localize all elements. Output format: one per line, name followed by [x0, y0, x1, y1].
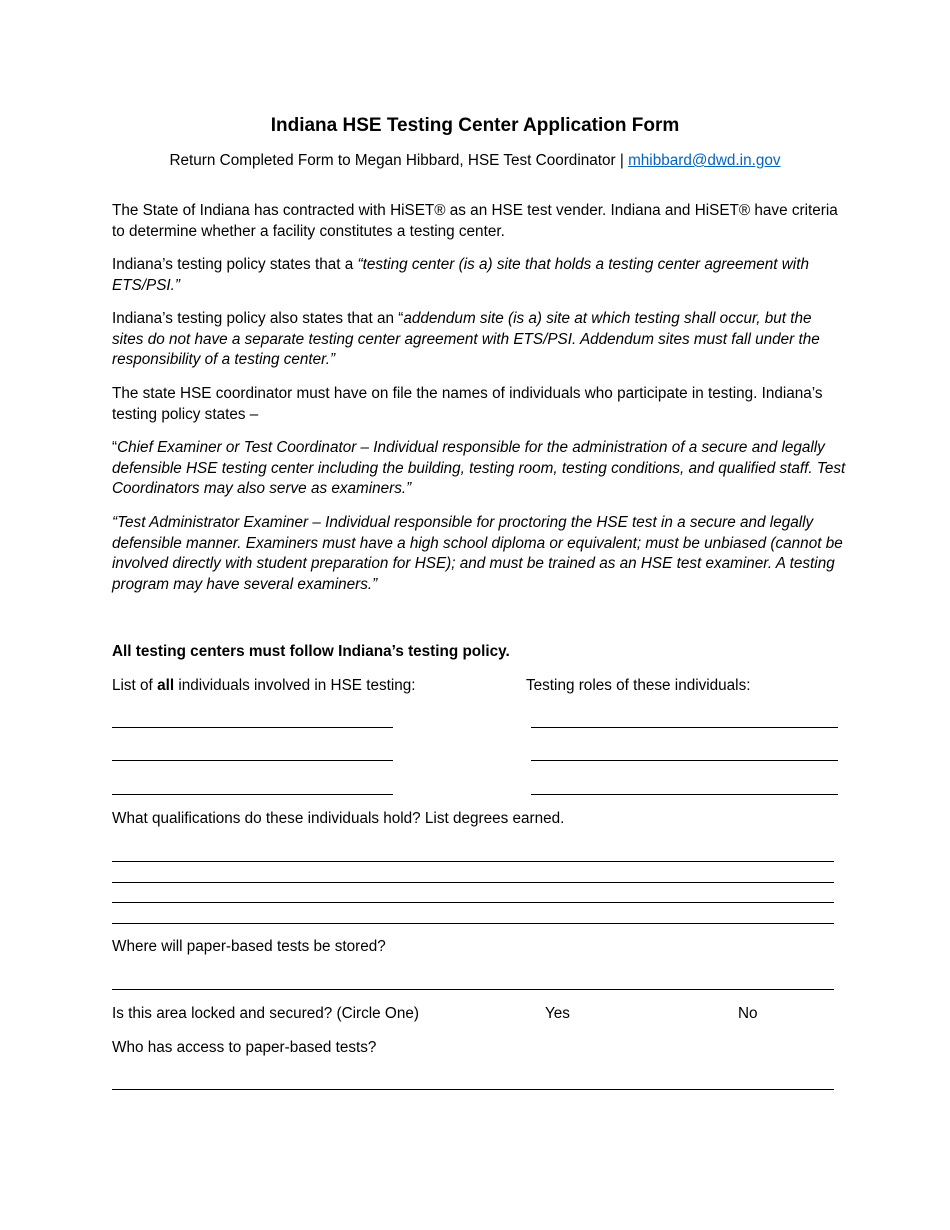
email-link[interactable]: mhibbard@dwd.in.gov [628, 152, 781, 169]
addendum-site-definition: addendum site (is a) site at which testing shall occur, but the sites do not have a separate testing center agreement with ETS/PSI. Addendum sites must fall under the responsibility of a testing center.” [112, 310, 820, 369]
qualifications-label: What qualifications do these individuals hold? List degrees earned. [112, 810, 565, 827]
chief-examiner-definition: Chief Examiner or Test Coordinator – Individual responsible for the administration of a secure and legally defensible HSE testing center including the building, testing room, testing conditions, and qualified staff. Test Coordinators may also serve as examiners.” [112, 439, 846, 498]
locked-question: Is this area locked and secured? (Circle One) [112, 1005, 419, 1022]
individuals-label-bold: all [157, 677, 175, 694]
storage-label: Where will paper-based tests be stored? [112, 938, 386, 955]
intro-paragraph-4: The state HSE coordinator must have on file the names of individuals who participate in testing. Indiana’s testing policy states – [112, 385, 823, 423]
intro-paragraph-2 [112, 255, 847, 296]
p2-lead: Indiana’s testing policy states that a [112, 256, 358, 273]
p5-lead: “ [112, 439, 118, 456]
individual-role-field-2[interactable] [531, 760, 838, 761]
storage-location-field[interactable] [112, 989, 834, 990]
individual-name-field-1[interactable] [112, 727, 393, 728]
qualifications-field-4[interactable] [112, 923, 834, 924]
individuals-label-pre: List of [112, 677, 158, 694]
yes-option[interactable]: Yes [545, 1005, 570, 1022]
intro-paragraph-3 [112, 309, 847, 371]
no-option[interactable]: No [738, 1005, 758, 1022]
policy-notice: All testing centers must follow Indiana’s testing policy. [112, 643, 510, 660]
intro-paragraph-1: The State of Indiana has contracted with HiSET® as an HSE test vender. Indiana and HiSET® have criteria to determine whether a facility constitutes a testing center. [112, 202, 838, 240]
access-field[interactable] [112, 1089, 834, 1090]
qualifications-field-2[interactable] [112, 882, 834, 883]
access-label: Who has access to paper-based tests? [112, 1039, 377, 1056]
roles-label: Testing roles of these individuals: [526, 677, 751, 694]
individuals-label-post: individuals involved in HSE testing: [174, 677, 416, 694]
individual-role-field-1[interactable] [531, 727, 838, 728]
test-administrator-definition: “Test Administrator Examiner – Individual responsible for proctoring the HSE test in a secure and legally defensible manner. Examiners must have a high school diploma or equivalent; must be unbiased (cannot be involved directly with student preparation for HSE); and must be trained as an HSE test examiner. A testing program may have several examiners.” [112, 514, 843, 594]
individuals-label [112, 676, 416, 697]
testing-center-definition: “testing center (is a) site that holds a testing center agreement with ETS/PSI.” [112, 256, 809, 294]
return-text: Return Completed Form to Megan Hibbard, HSE Test Coordinator | [169, 152, 629, 169]
individual-name-field-2[interactable] [112, 760, 393, 761]
qualifications-field-3[interactable] [112, 902, 834, 903]
individual-role-field-3[interactable] [531, 794, 838, 795]
intro-paragraph-5 [112, 438, 847, 500]
page-title: Indiana HSE Testing Center Application Form [270, 115, 680, 136]
return-instructions [0, 151, 950, 172]
p3-lead: Indiana’s testing policy also states that an “ [112, 310, 404, 327]
qualifications-field-1[interactable] [112, 861, 834, 862]
individual-name-field-3[interactable] [112, 794, 393, 795]
